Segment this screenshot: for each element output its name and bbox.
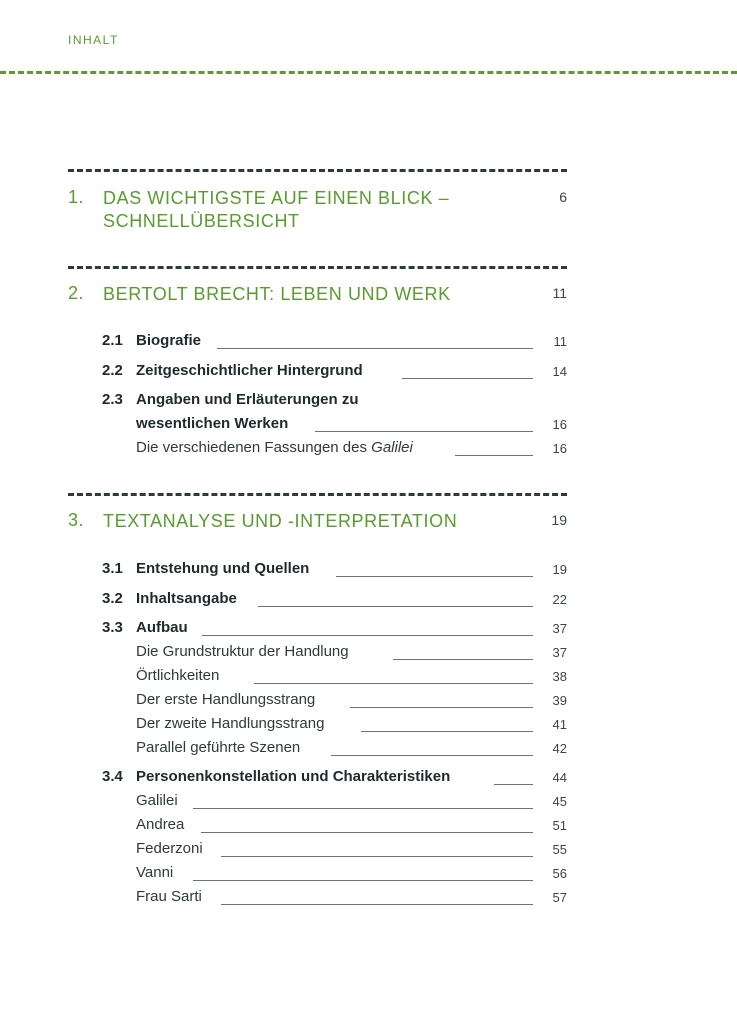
entry-page: 57 (552, 890, 567, 905)
toc-entry[interactable] (102, 362, 567, 384)
chapter-page: 19 (551, 512, 567, 528)
entry-page: 19 (552, 562, 567, 577)
toc-entry[interactable] (102, 332, 567, 354)
chapter-divider (68, 266, 567, 269)
toc-entry[interactable] (102, 439, 567, 461)
chapter-page: 6 (559, 189, 567, 205)
entry-title: Örtlichkeiten (136, 667, 220, 684)
entry-title: Inhaltsangabe (136, 590, 237, 607)
entry-title: Federzoni (136, 840, 203, 857)
toc-entry[interactable] (102, 816, 567, 838)
entry-number: 3.1 (102, 560, 123, 577)
entry-title: Personenkonstellation und Charakteristiken (136, 768, 451, 785)
chapter-number: 1. (68, 187, 85, 207)
entry-page: 22 (552, 592, 567, 607)
dot-leader (455, 455, 533, 456)
entry-title: Andrea (136, 816, 185, 833)
entry-title: Aufbau (136, 619, 188, 636)
toc-entry[interactable] (102, 560, 567, 582)
entry-title: wesentlichen Werken (136, 415, 289, 432)
dot-leader (193, 880, 533, 881)
chapter-divider (68, 169, 567, 172)
dot-leader (201, 832, 533, 833)
entry-page: 56 (552, 866, 567, 881)
toc-entry[interactable] (102, 619, 567, 641)
dot-leader (350, 707, 533, 708)
entry-page: 45 (552, 794, 567, 809)
entry-page: 38 (552, 669, 567, 684)
entry-title: Angaben und Erläuterungen zu (136, 391, 359, 408)
entry-title (136, 439, 413, 456)
toc-entry[interactable] (102, 590, 567, 612)
chapter-number: 3. (68, 510, 85, 530)
entry-page: 16 (552, 441, 567, 456)
dot-leader (258, 606, 533, 607)
entry-number: 3.3 (102, 619, 123, 636)
dot-leader (217, 348, 533, 349)
entry-title-italic: Galilei (371, 439, 413, 456)
chapter-title: TEXTANALYSE UND -INTERPRETATION (103, 511, 458, 531)
entry-page: 11 (553, 334, 567, 349)
chapter-divider (68, 493, 567, 496)
dot-leader (221, 904, 533, 905)
entry-number: 2.2 (102, 362, 123, 379)
entry-title: Der zweite Handlungsstrang (136, 715, 325, 732)
toc-entry[interactable] (102, 415, 567, 437)
entry-title: Biografie (136, 332, 202, 349)
entry-number: 3.4 (102, 768, 123, 785)
entry-page: 55 (552, 842, 567, 857)
entry-title: Der erste Handlungsstrang (136, 691, 316, 708)
entry-page: 42 (552, 741, 567, 756)
dot-leader (494, 784, 533, 785)
toc-entry[interactable] (102, 888, 567, 910)
entry-page: 14 (552, 364, 567, 379)
entry-number: 3.2 (102, 590, 123, 607)
entry-number: 2.3 (102, 391, 123, 408)
entry-title: Die Grundstruktur der Handlung (136, 643, 349, 660)
entry-title-text: Die verschiedenen Fassungen des (136, 439, 372, 456)
chapter-page: 11 (552, 285, 567, 301)
dot-leader (202, 635, 533, 636)
entry-title: Frau Sarti (136, 888, 202, 905)
chapter-heading[interactable] (68, 283, 567, 309)
dot-leader (331, 755, 533, 756)
dot-leader (193, 808, 533, 809)
entry-title: Parallel geführte Szenen (136, 739, 301, 756)
chapter-heading[interactable] (68, 510, 567, 536)
chapter-title: BERTOLT BRECHT: LEBEN UND WERK (103, 284, 451, 304)
dot-leader (402, 378, 533, 379)
chapter-heading[interactable] (68, 187, 567, 237)
entry-title: Zeitgeschichtlicher Hintergrund (136, 362, 363, 379)
toc-entry[interactable] (102, 715, 567, 737)
header-divider (0, 71, 737, 74)
dot-leader (315, 431, 533, 432)
chapter-title: DAS WICHTIGSTE AUF EINEN BLICK – SCHNELLÜBERSICHT (103, 188, 450, 231)
entry-page: 37 (552, 645, 567, 660)
entry-title: Vanni (136, 864, 174, 881)
toc-entry[interactable] (102, 667, 567, 689)
dot-leader (221, 856, 533, 857)
toc-entry[interactable] (102, 391, 567, 413)
entry-title: Galilei (136, 792, 178, 809)
chapter-number: 2. (68, 283, 85, 303)
entry-page: 41 (552, 717, 567, 732)
entry-page: 39 (552, 693, 567, 708)
entry-page: 16 (552, 417, 567, 432)
entry-page: 44 (552, 770, 567, 785)
toc-entry[interactable] (102, 768, 567, 790)
entry-number: 2.1 (102, 332, 123, 349)
toc-entry[interactable] (102, 840, 567, 862)
dot-leader (254, 683, 533, 684)
toc-entry[interactable] (102, 864, 567, 886)
dot-leader (361, 731, 533, 732)
page-header-label: INHALT (68, 33, 119, 47)
dot-leader (393, 659, 533, 660)
toc-entry[interactable] (102, 792, 567, 814)
entry-title: Entstehung und Quellen (136, 560, 310, 577)
toc-entry[interactable] (102, 739, 567, 761)
dot-leader (336, 576, 533, 577)
entry-page: 51 (552, 818, 567, 833)
toc-entry[interactable] (102, 643, 567, 665)
toc-entry[interactable] (102, 691, 567, 713)
entry-page: 37 (552, 621, 567, 636)
